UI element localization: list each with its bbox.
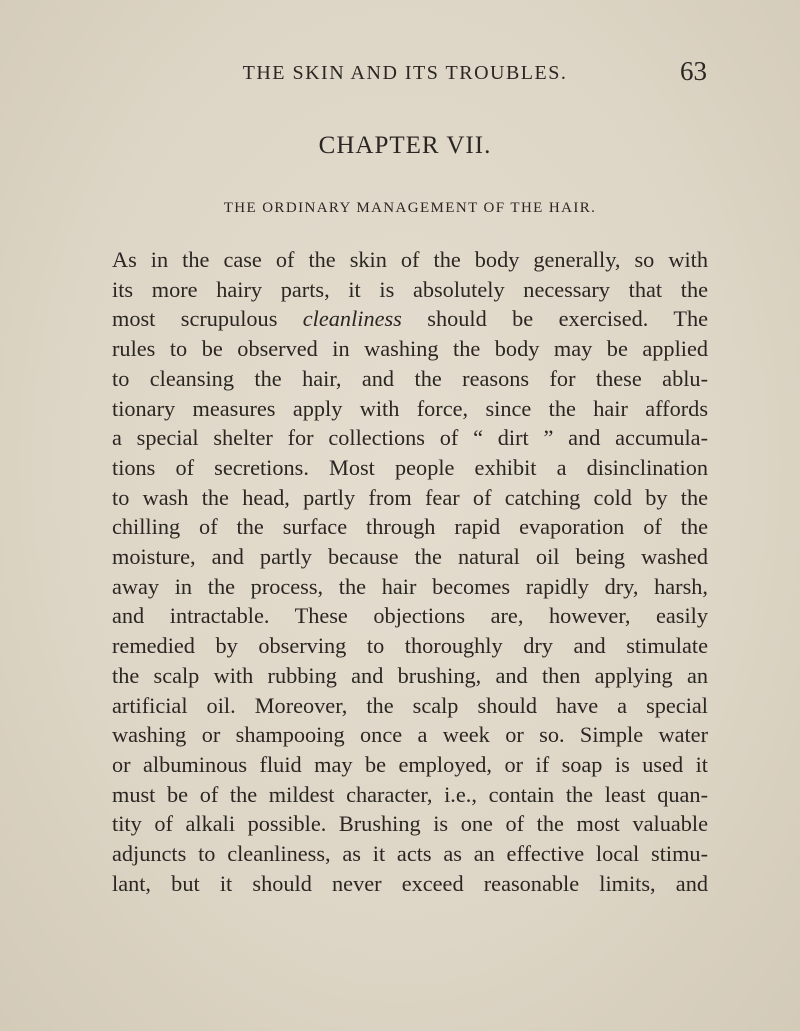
emphasized-word: cleanliness (302, 306, 402, 332)
text-line: and intractable. These objections are, however, easily (112, 603, 708, 629)
text-line: adjuncts to cleanliness, as it acts as an effective local stimu- (112, 841, 708, 867)
text-line: moisture, and partly because the natural oil being washed (112, 544, 708, 570)
text-line: chilling of the surface through rapid evaporation of the (112, 514, 708, 540)
text-line: must be of the mildest character, i.e., contain the least quan- (112, 781, 708, 807)
text-line: rules to be observed in washing the body may be applied (112, 336, 708, 362)
text-line: to wash the head, partly from fear of catching cold by the (112, 484, 708, 510)
text-line: its more hairy parts, it is absolutely necessary that the (112, 276, 708, 302)
page-number: 63 (680, 56, 707, 86)
text-line: lant, but it should never exceed reasonable limits, and (112, 870, 708, 896)
chapter-heading: CHAPTER VII. (318, 132, 492, 159)
body-paragraph (112, 245, 708, 898)
text-line: most scrupulous cleanliness should be exercised. The (112, 306, 708, 332)
text-line: tions of secretions. Most people exhibit a disinclination (112, 454, 708, 480)
text-line: away in the process, the hair becomes rapidly dry, harsh, (112, 573, 708, 599)
text-line: or albuminous fluid may be employed, or if soap is used it (112, 751, 708, 777)
running-header: THE SKIN AND ITS TROUBLES. (242, 62, 568, 84)
text-line: As in the case of the skin of the body generally, so with (112, 247, 708, 272)
text-line: the scalp with rubbing and brushing, and then applying an (112, 662, 708, 688)
text-line: remedied by observing to thoroughly dry and stimulate (112, 633, 708, 659)
text-line: to cleansing the hair, and the reasons for these ablu- (112, 365, 708, 391)
text-line: tionary measures apply with force, since the hair affords (112, 395, 708, 421)
text-line: a special shelter for collections of “ dirt ” and accumula- (112, 425, 708, 451)
text-line: artificial oil. Moreover, the scalp should have a special (112, 692, 708, 718)
text-line: washing or shampooing once a week or so. Simple water (112, 722, 708, 748)
section-heading: THE ORDINARY MANAGEMENT OF THE HAIR. (223, 200, 597, 216)
text-line: tity of alkali possible. Brushing is one of the most valuable (112, 811, 708, 837)
